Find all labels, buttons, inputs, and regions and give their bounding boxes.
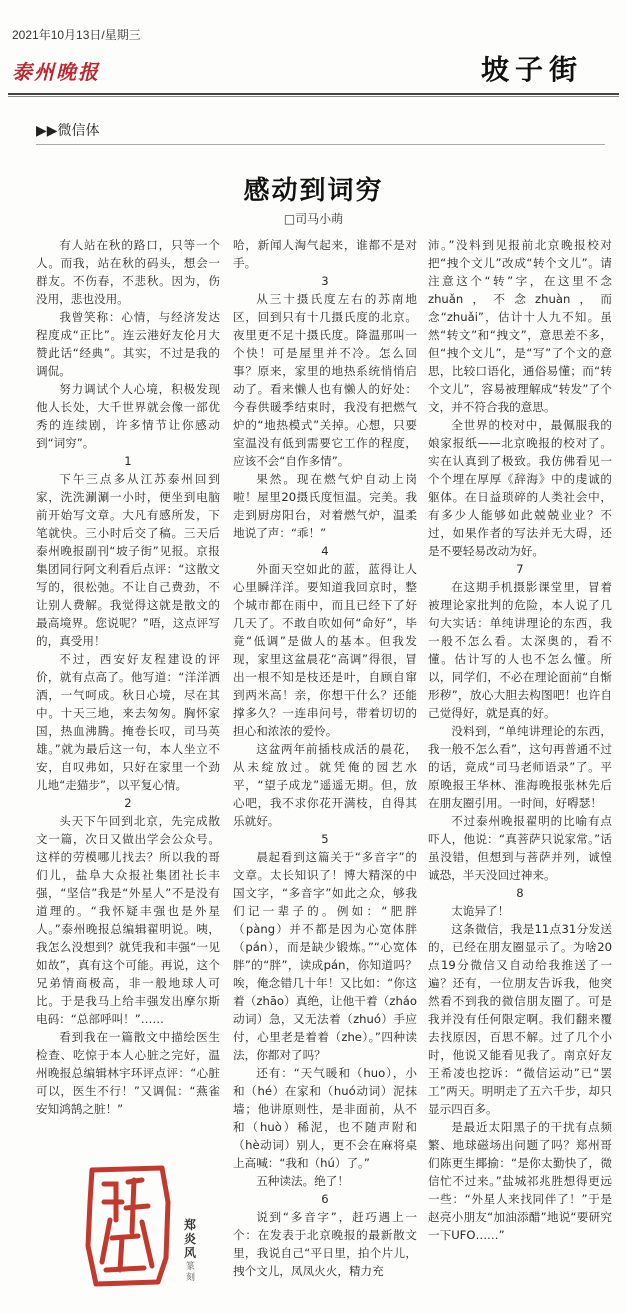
paragraph: 从三十摄氏度左右的苏南地区，回到只有十几摄氏度的北京。夜里更不足十摄氏度。降温那叫一个快！可是屋里并不冷。怎么回事？原来，家里的地热系统悄悄启动了。看来懒人也有懒人的好处：今春供暖季结束时，我没有把燃气炉的“地热模式”关掉。心想，只要室温没有低到需要它工作的程度，应该不会“自作多情”。: [233, 292, 417, 468]
article-column-1: [36, 236, 220, 1118]
section-number: 8: [516, 886, 524, 900]
section-number: 1: [124, 454, 132, 468]
section-divider: [36, 144, 605, 145]
paragraph: 不过泰州晚报翟明的比喻有点吓人，他说：“真菩萨只说家常。”话虽没错，但想到与菩萨并列，诚惶诚恐，半天没回过神来。: [428, 814, 612, 882]
article-byline: □司马小萌: [283, 212, 344, 226]
section-number: 5: [321, 832, 329, 846]
paragraph: 说到“多音字”，赶巧遇上一个：在发表于北京晚报的最新散文里，我说自己“平日里，拍个片儿，拽个文儿，凤凤火火，精力充: [233, 1210, 417, 1278]
seal-caption: 篆刻: [186, 1262, 196, 1283]
paragraph: 有人站在秋的路口，只等一个人。而我，站在秋的码头，想会一群友。不伤春，不悲秋。因为，伤没用，悲也没用。: [36, 238, 220, 306]
paragraph: 头天下午回到北京，先完成散文一篇，次日又做出学会公众号。这样的劳模哪儿找去？所以我的哥们儿，盐阜大众报社集团社长丰强，“坚信”我是“外星人”不是没有道理的。“我怀疑丰强也是外星人。”泰州晚报总编辑翟明说。咦，我怎么没想到？就凭我和丰强“一见如故”，真有这个可能。再说，这个兄弟情商极高，非一般地球人可比。于是我马上给丰强发出摩尔斯电码：“总部呼叫！”……: [36, 814, 220, 1026]
section-number: 3: [321, 274, 329, 288]
paragraph: 看到我在一篇散文中描绘医生检查、吃惊于本人心脏之完好，温州晚报总编辑林宇环评点评：“心脏可以，医生不行！”又调侃：“燕雀安知鸿鹄之脏！”: [36, 1030, 220, 1116]
paragraph: 果然。现在燃气炉自动上岗啦！屋里20摄氏度恒温。完美。我走到厨房阳台，对着燃气炉，温柔地说了声：“乖！”: [233, 472, 417, 540]
newspaper-name: 泰州晚报: [12, 60, 100, 84]
paragraph: 这条微信，我是11点31分发送的，已经在朋友圈显示了。为啥20点19分微信又自动给我推送了一遍？还有，一位朋友告诉我，他突然看不到我的微信朋友圈了。可是我并没有任何限定啊。我们翻来覆去找原因，百思不解。过了几个小时，他说又能看见我了。南京好友王希凌也挖诉：“微信运动”已“罢工”两天。明明走了五六千步，却只显示四百多。: [428, 922, 612, 1116]
section-number: 6: [321, 1192, 329, 1206]
paragraph: 不过，西安好友程建设的评价，就有点高了。他写道：“洋洋洒洒，一气呵成。秋日心境，尽在其中。十天三地，来去匆匆。胸怀家国，热血沸腾。掩卷长叹，司马英雄。”就为最后这一句，本人坐立不安，自叹弗如，只好在家里一个劲儿地“走猫步”，以平复心情。: [36, 652, 220, 792]
paragraph: 外面天空如此的蓝，蓝得让人心里瞬洋洋。要知道我回京时，整个城市都在雨中，而且已经下了好几天了。不敢自吹如何“命好”，毕竟“低调”是做人的基本。但我发现，家里这盆晨花“高调”得很，冒出一根不知是枝还是叶，自顾自窜到两米高！亲，你想干什么？还能撑多久？一连串问号，带着切切的担心和浓浓的爱怜。: [233, 562, 417, 738]
header-rule-thin: [8, 96, 619, 97]
section-number: 2: [124, 796, 132, 810]
paragraph: 努力调试个人心境，积极发现他人长处，大千世界就会像一部优秀的连续剧，许多情节让你感动到“词穷”。: [36, 382, 220, 450]
paragraph: 晨起看到这篇关于“多音字”的文章。太长知识了！博大精深的中国文字，“多音字”如此之众，够我们记一辈子的。例如：“肥胖（pàng）并不都是因为心宽体胖（pán），而是缺少锻炼。”“心宽体胖”的“胖”，读成pán，你知道吗？唉，俺念错几十年！又比如：“你这着（zhāo）真绝，让他干着（zháo动词）急，又无法着（zhuó）手应付，心里老是着着（zhe）。”四种读法，你都对了吗？: [233, 850, 417, 1062]
paragraph: 沛。”没料到见报前北京晚报校对把“拽个文儿”改成“转个文儿”。请注意这个“转”字，在这里不念zhuǎn，不念zhuàn，而念“zhuǎi”，估计十人九不知。虽然“转文”和“拽文”，意思差不多，但“拽个文儿”，是“写”了个文的意思，比较口语化，通俗易懂；而“转个文儿”，容易被理解成“转发”了个文，并不符合我的意思。: [428, 238, 612, 414]
header-rule: [8, 93, 619, 95]
section-label: ▶▶微信体: [36, 123, 100, 139]
paragraph: 这盆两年前插枝成活的晨花，从未绽放过。就凭俺的园艺水平，“望子成龙”遥遥无期。但，放心吧，我不求你花开满枝，自得其乐就好。: [233, 742, 417, 828]
paragraph: 哈，新闻人淘气起来，谁都不是对手。: [233, 238, 417, 270]
article-title: 感动到词穷: [243, 176, 384, 206]
article-column-2: [233, 236, 417, 1280]
paragraph: 没料到，“单纯讲理论的东西，我一般不怎么看”，这句再普通不过的话，竟成“司马老师语录”了。平原晚报王华林、淮海晚报张林先后在朋友圈引用。一时间，好嘚瑟！: [428, 724, 612, 810]
section-number: 7: [516, 562, 524, 576]
section-number: 4: [321, 544, 329, 558]
paragraph: 太诡异了！: [451, 904, 510, 918]
paragraph: 全世界的校对中，最佩服我的娘家报纸——北京晚报的校对了。实在认真到了极致。我仿佛看见一个个埋在厚厚《辞海》中的虔诚的躯体。在日益琐碎的人类社会中，有多少人能够如此兢兢业业？不过，如果作者的写法并无大碍，还是不要轻易改动为好。: [428, 418, 612, 558]
paragraph: 在这期手机摄影课堂里，冒着被理论家批判的危险，本人说了几句大实话：单纯讲理论的东西，我一般不怎么看。太深奥的，看不懂。估计写的人也不怎么懂。所以，同学们，不必在理论面前“自惭形秽”，放心大胆去构图吧！也许自己觉得好，就是真的好。: [428, 580, 612, 720]
article-column-3: [428, 236, 612, 1244]
paragraph: 我曾笑称：心情，与经济发达程度成“正比”。连云港好友伦月大赞此话“经典”。其实，不过是我的调侃。: [36, 310, 220, 378]
issue-date: 2021年10月13日/星期三: [12, 28, 141, 42]
seal-stamp-image: [82, 1162, 174, 1288]
paragraph: 五种读法。绝了！: [256, 1174, 349, 1188]
seal-artist: 郑炎风: [184, 1218, 197, 1260]
paragraph: 下午三点多从江苏泰州回到家，洗洗涮涮一小时，便坐到电脑前开始写文章。大凡有感所发，下笔就快。三小时后交了稿。三天后泰州晚报副刊“坡子街”见报。京报集团同行阿文利看后点评：“这散文写的，很松弛。不让自己费劲，不让别人费解。我觉得这就是散文的最高境界。您说呢？”唔，这点评写的，真受用！: [36, 472, 220, 648]
paragraph: 还有：“天气暖和（huo），小和（hé）在家和（huó动词）泥抹墙；他讲原则性，是非面前，从不和（huò）稀泥，也不随声附和（hè动词）别人，更不会在麻将桌上高喊：“我和（hú）了。”: [233, 1066, 417, 1170]
paragraph: 是最近太阳黑子的干扰有点频繁、地球磁场出问题了吗？郑州哥们陈更生揶揄：“是你太勤快了，微信忙不过来。”盐城祁兆胜想得更远一些：“外星人来找同伴了！”于是赵亮小朋友“加油添醋”地说“要研究一下UFO……”: [428, 1120, 612, 1242]
page-title: 坡子街: [480, 53, 583, 86]
